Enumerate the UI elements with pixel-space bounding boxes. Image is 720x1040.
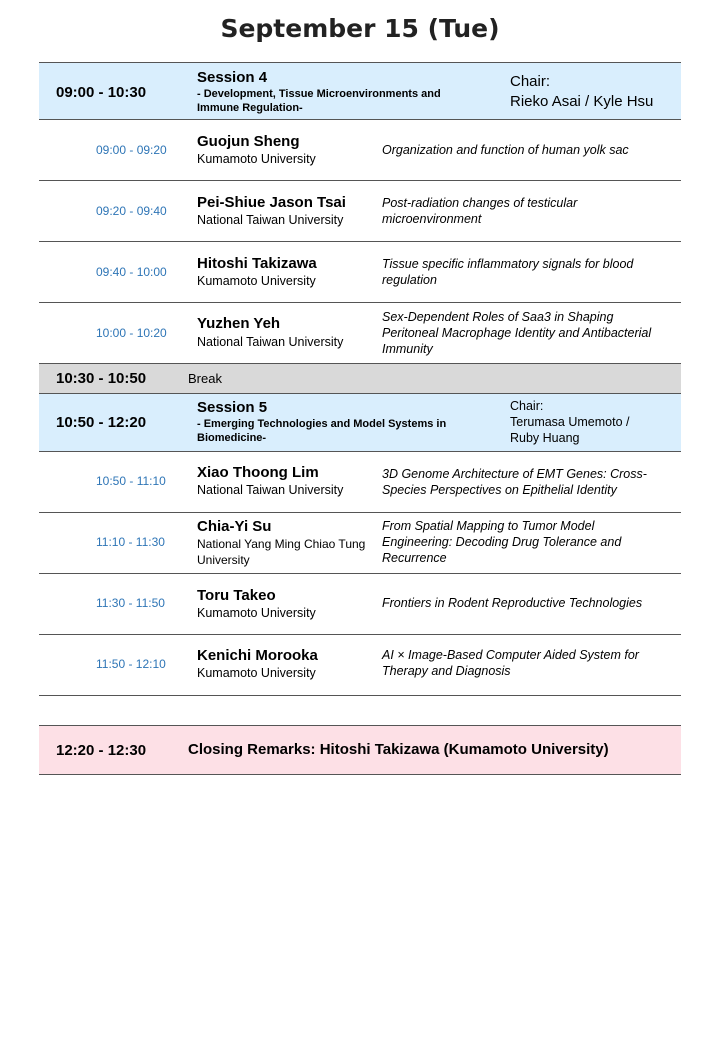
- talk-title-line: Frontiers in Rodent Reproductive Technologies: [382, 596, 643, 610]
- speaker-affiliation: Kumamoto University: [197, 274, 316, 288]
- session-theme-line-2: Immune Regulation-: [197, 102, 303, 114]
- session-4-header: [39, 62, 681, 120]
- chair-label: Chair:: [510, 399, 544, 413]
- talk-title: [382, 647, 674, 679]
- session-5-header: [39, 394, 681, 452]
- speaker-affiliation: National Taiwan University: [197, 213, 344, 227]
- talk-title-line: Organization and function of human yolk sac: [382, 143, 629, 157]
- break-time: 10:30 - 10:50: [56, 370, 147, 387]
- session-time: 09:00 - 10:30: [56, 84, 147, 101]
- session-theme-line-2: Biomedicine-: [197, 432, 267, 444]
- session-time: 10:50 - 12:20: [56, 414, 147, 431]
- talk-title: [382, 195, 674, 227]
- speaker-name: Hitoshi Takizawa: [197, 255, 317, 272]
- chair-label: Chair:: [510, 73, 551, 90]
- talk-time: 11:50 - 12:10: [96, 657, 166, 671]
- break-label: Break: [188, 371, 222, 386]
- talk-title: [382, 309, 674, 357]
- talk-title-line: microenvironment: [382, 212, 482, 226]
- affiliation-line: National Yang Ming Chiao Tung: [197, 537, 366, 551]
- talk-title-line: 3D Genome Architecture of EMT Genes: Cross-: [382, 467, 647, 481]
- speaker-affiliation: [197, 482, 343, 498]
- talk-row: [39, 303, 681, 364]
- talk-time: 09:20 - 09:40: [96, 204, 167, 218]
- session-theme-line-1: - Development, Tissue Microenvironments and: [197, 88, 441, 100]
- talk-title: [382, 466, 674, 498]
- talk-title-line: Post-radiation changes of testicular: [382, 196, 578, 210]
- page-title: September 15 (Tue): [220, 14, 500, 43]
- speaker-name: Yuzhen Yeh: [197, 315, 281, 332]
- talk-title-line: Peritoneal Macrophage Identity and Antibacterial: [382, 326, 652, 340]
- talk-title-line: From Spatial Mapping to Tumor Model: [382, 519, 595, 533]
- affiliation-line: Kumamoto University: [197, 606, 316, 620]
- talk-title-line: AI × Image-Based Computer Aided System for: [382, 648, 639, 662]
- speaker-affiliation: [197, 605, 316, 621]
- talk-time: 11:10 - 11:30: [96, 535, 165, 549]
- talk-title-line: Species Perspectives on Epithelial Identity: [382, 483, 617, 497]
- talk-time: 11:30 - 11:50: [96, 596, 165, 610]
- affiliation-line: Kumamoto University: [197, 666, 316, 680]
- talk-row: [39, 513, 681, 574]
- closing-time: 12:20 - 12:30: [56, 742, 147, 759]
- chair-names-line-2: Ruby Huang: [510, 431, 580, 445]
- talk-row: [39, 120, 681, 181]
- speaker-name: Xiao Thoong Lim: [197, 464, 319, 481]
- talk-title-line: Engineering: Decoding Drug Tolerance and: [382, 535, 622, 549]
- talk-title: [382, 256, 674, 288]
- talk-title: [382, 595, 674, 611]
- talk-title-line: Tissue specific inflammatory signals for blood: [382, 257, 634, 271]
- session-name: Session 5: [197, 399, 268, 416]
- speaker-name: Pei-Shiue Jason Tsai: [197, 194, 346, 211]
- affiliation-line: University: [197, 553, 250, 567]
- talk-time: 10:00 - 10:20: [96, 326, 167, 340]
- talk-row: [39, 242, 681, 303]
- speaker-affiliation: National Taiwan University: [197, 335, 344, 349]
- talk-row: [39, 181, 681, 242]
- session-theme-line-1: - Emerging Technologies and Model Systems in: [197, 418, 447, 430]
- talk-title: [382, 518, 674, 566]
- break-row: [39, 364, 681, 394]
- speaker-name: Guojun Sheng: [197, 133, 300, 150]
- talk-title-line: Immunity: [382, 342, 433, 356]
- speaker-name: Chia-Yi Su: [197, 518, 272, 535]
- speaker-name: Toru Takeo: [197, 587, 276, 604]
- talk-title: [382, 142, 674, 158]
- speaker-name: Kenichi Morooka: [197, 647, 318, 664]
- talk-title-line: Recurrence: [382, 551, 447, 565]
- talk-title-line: Therapy and Diagnosis: [382, 664, 511, 678]
- affiliation-line: National Taiwan University: [197, 483, 344, 497]
- closing-row: [39, 725, 681, 775]
- talk-title-line: Sex-Dependent Roles of Saa3 in Shaping: [382, 310, 614, 324]
- talk-row: [39, 452, 681, 513]
- talk-time: 09:40 - 10:00: [96, 265, 167, 279]
- speaker-affiliation: [197, 536, 365, 568]
- chair-names-line-1: Terumasa Umemoto /: [510, 415, 630, 429]
- closing-remarks: Closing Remarks: Hitoshi Takizawa (Kumamoto University): [188, 741, 609, 758]
- talk-row: [39, 574, 681, 635]
- speaker-affiliation: Kumamoto University: [197, 152, 316, 166]
- talk-title-line: regulation: [382, 273, 437, 287]
- speaker-affiliation: [197, 665, 316, 681]
- session-name: Session 4: [197, 69, 268, 86]
- talk-time: 10:50 - 11:10: [96, 474, 166, 488]
- talk-time: 09:00 - 09:20: [96, 143, 167, 157]
- chair-names: Rieko Asai / Kyle Hsu: [510, 93, 654, 110]
- talk-row: [39, 635, 681, 696]
